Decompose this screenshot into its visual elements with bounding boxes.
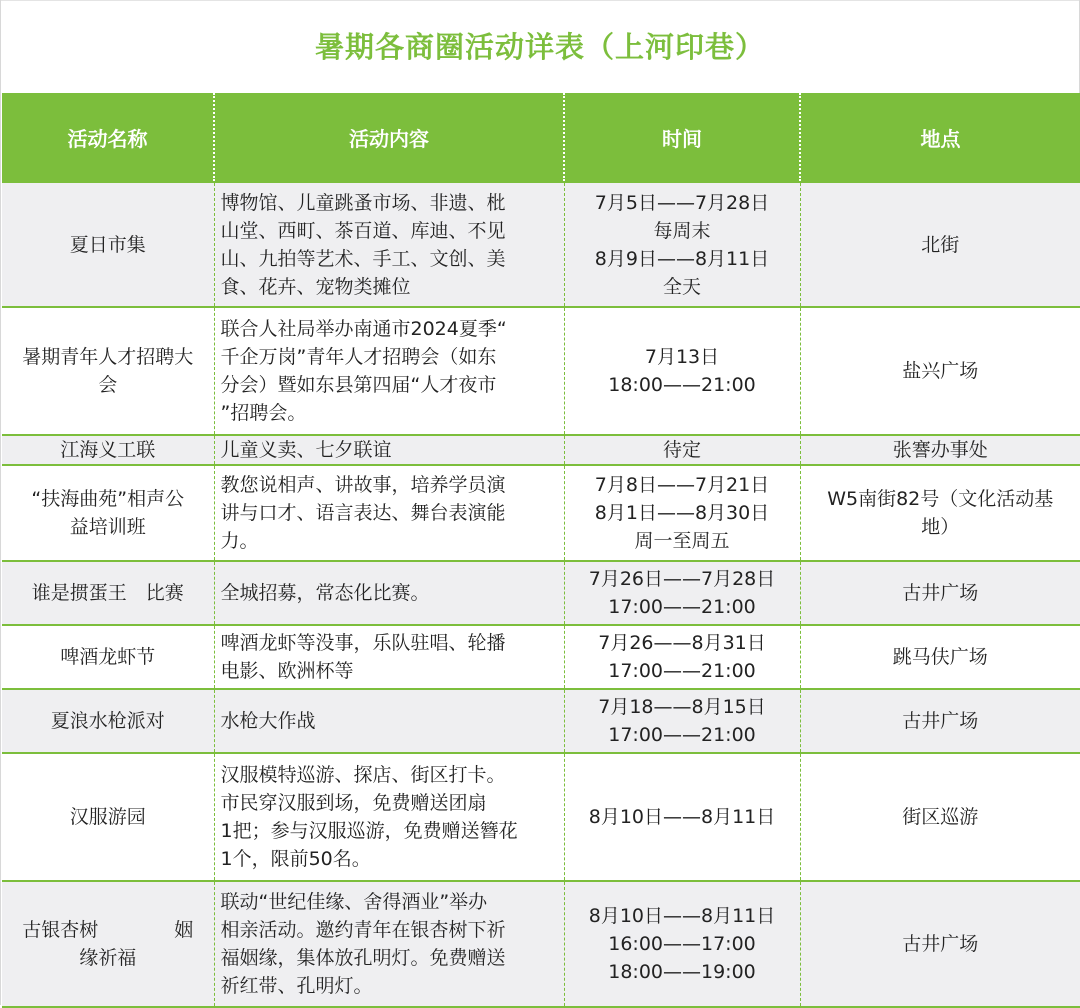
- cell-time: [564, 753, 800, 881]
- cell-activity-name-line: 江海义工联: [60, 439, 156, 461]
- cell-time-line: 18:00——21:00: [608, 374, 756, 396]
- cell-activity-content-line: 山、九拍等艺术、手工、文创、美: [220, 247, 506, 270]
- cell-activity-name: [2, 435, 214, 465]
- cell-activity-name: [2, 307, 214, 435]
- cell-location: [800, 753, 1080, 881]
- cell-time: [564, 182, 800, 307]
- cell-time: [564, 561, 800, 625]
- cell-activity-name: [2, 561, 214, 625]
- cell-location-line: 张謇办事处: [892, 439, 988, 461]
- cell-activity-content-line: 力。: [220, 530, 259, 552]
- cell-activity-content-line: 儿童义卖、七夕联谊: [220, 439, 392, 461]
- table-body: [2, 182, 1080, 1007]
- cell-activity-content: [214, 689, 564, 753]
- cell-activity-name-line: “扶海曲苑”相声公: [31, 488, 185, 510]
- cell-activity-name-line: 古银杏树 姻: [22, 919, 194, 941]
- cell-time-line: 17:00——21:00: [608, 596, 756, 618]
- header-location: 地点: [800, 93, 1080, 182]
- cell-activity-content-line: 千企万岗”青年人才招聘会（如东: [220, 346, 497, 368]
- cell-location: [800, 465, 1080, 561]
- cell-time-line: 周一至周五: [634, 530, 730, 552]
- cell-activity-content-line: 市民穿汉服到场，免费赠送团扇: [220, 792, 487, 814]
- cell-time-line: 7月26日——7月28日: [588, 568, 776, 590]
- cell-activity-content-line: 博物馆、儿童跳蚤市场、非遗、枇: [220, 191, 506, 214]
- cell-activity-content: [214, 435, 564, 465]
- cell-location: [800, 435, 1080, 465]
- cell-time-line: 7月5日——7月28日: [594, 191, 770, 214]
- cell-activity-name-line: 益培训班: [69, 516, 146, 538]
- cell-time-line: 待定: [662, 439, 701, 461]
- cell-activity-name: [2, 465, 214, 561]
- cell-activity-content: [214, 625, 564, 689]
- cell-activity-content: [214, 881, 564, 1007]
- table-row: [2, 465, 1080, 561]
- cell-location-line: 盐兴广场: [902, 360, 979, 382]
- cell-activity-content-line: 1把；参与汉服巡游，免费赠送簪花: [220, 820, 518, 842]
- table-row: [2, 753, 1080, 881]
- cell-activity-name-line: 谁是掼蛋王 比赛: [31, 582, 184, 604]
- cell-activity-content-line: 食、花卉、宠物类摊位: [220, 275, 411, 298]
- cell-location: [800, 881, 1080, 1007]
- cell-location: [800, 625, 1080, 689]
- cell-activity-content-line: 1个，限前50名。: [220, 848, 371, 870]
- cell-activity-content-line: 联动“世纪佳缘、舍得酒业”举办: [220, 891, 488, 913]
- cell-location: [800, 182, 1080, 307]
- cell-location-line: 古井广场: [902, 710, 979, 732]
- cell-activity-content: [214, 307, 564, 435]
- cell-time: [564, 881, 800, 1007]
- cell-activity-content-line: 啤酒龙虾等没事，乐队驻唱、轮播: [220, 632, 506, 654]
- cell-time-line: 7月8日——7月21日: [594, 474, 770, 496]
- cell-time: [564, 465, 800, 561]
- cell-location: [800, 307, 1080, 435]
- cell-time-line: 18:00——19:00: [608, 961, 756, 983]
- header-activity-content: 活动内容: [214, 93, 564, 182]
- cell-activity-name-line: 缘祈福: [79, 947, 137, 969]
- cell-time-line: 7月13日: [644, 346, 720, 368]
- cell-activity-content-line: 水枪大作战: [220, 710, 316, 732]
- cell-location-line: 北街: [921, 233, 960, 256]
- cell-location-line: 古井广场: [902, 582, 979, 604]
- cell-activity-content-line: 分会）暨如东县第四届“人才夜市: [220, 374, 497, 396]
- cell-activity-name-line: 暑期青年人才招聘大: [22, 346, 194, 368]
- cell-time-line: 8月1日——8月30日: [594, 502, 770, 524]
- table-row: [2, 881, 1080, 1007]
- cell-activity-content: [214, 465, 564, 561]
- cell-activity-content: [214, 561, 564, 625]
- cell-activity-name-line: 汉服游园: [69, 806, 146, 828]
- cell-time-line: 16:00——17:00: [608, 933, 756, 955]
- cell-time-line: 8月9日——8月11日: [594, 247, 770, 270]
- cell-activity-content-line: 福姻缘，集体放孔明灯。免费赠送: [220, 947, 506, 969]
- table-row: [2, 182, 1080, 307]
- cell-activity-content-line: 教您说相声、讲故事，培养学员演: [220, 474, 506, 496]
- cell-time-line: 7月26——8月31日: [598, 632, 766, 654]
- table-row: [2, 625, 1080, 689]
- cell-time-line: 17:00——21:00: [608, 724, 756, 746]
- cell-activity-content-line: 相亲活动。邀约青年在银杏树下祈: [220, 919, 506, 941]
- header-activity-name: 活动名称: [2, 93, 214, 182]
- cell-time-line: 8月10日——8月11日: [588, 905, 776, 927]
- table-row: [2, 435, 1080, 465]
- cell-activity-name: [2, 689, 214, 753]
- cell-activity-content-line: 联合人社局举办南通市2024夏季“: [220, 318, 507, 340]
- cell-activity-content-line: 山堂、西町、茶百道、库迪、不见: [220, 219, 506, 242]
- cell-activity-name: [2, 753, 214, 881]
- cell-time-line: 每周末: [653, 219, 711, 242]
- cell-activity-name: [2, 881, 214, 1007]
- cell-activity-name-line: 啤酒龙虾节: [60, 646, 156, 668]
- cell-time-line: 8月10日——8月11日: [588, 806, 776, 828]
- table-row: [2, 307, 1080, 435]
- cell-time: [564, 625, 800, 689]
- table-row: [2, 689, 1080, 753]
- cell-activity-name-line: 夏日市集: [69, 233, 146, 256]
- cell-time-line: 7月18——8月15日: [598, 696, 766, 718]
- cell-activity-content-line: 全城招募，常态化比赛。: [220, 582, 430, 604]
- cell-activity-content-line: 祈红带、孔明灯。: [220, 975, 373, 997]
- cell-activity-name: [2, 625, 214, 689]
- cell-activity-name-line: 会: [98, 374, 118, 396]
- cell-activity-content: [214, 182, 564, 307]
- cell-time-line: 17:00——21:00: [608, 660, 756, 682]
- cell-location-line: 跳马伕广场: [892, 646, 988, 668]
- cell-location-line: 地）: [921, 516, 960, 538]
- cell-location: [800, 561, 1080, 625]
- cell-time-line: 全天: [662, 275, 701, 298]
- cell-location: [800, 689, 1080, 753]
- cell-activity-content-line: ”招聘会。: [220, 402, 307, 424]
- cell-location-line: 街区巡游: [902, 806, 979, 828]
- cell-activity-name-line: 夏浪水枪派对: [50, 710, 165, 732]
- cell-activity-content: [214, 753, 564, 881]
- cell-activity-content-line: 讲与口才、语言表达、舞台表演能: [220, 502, 506, 524]
- cell-location-line: 古井广场: [902, 933, 979, 955]
- cell-activity-name: [2, 182, 214, 307]
- cell-activity-content-line: 汉服模特巡游、探店、街区打卡。: [220, 764, 506, 786]
- table-header-row: [2, 93, 1080, 182]
- cell-activity-content-line: 电影、欧洲杯等: [220, 660, 354, 682]
- cell-time: [564, 435, 800, 465]
- activity-table: [2, 93, 1080, 1008]
- cell-location-line: W5南街82号（文化活动基: [827, 488, 1054, 510]
- table-row: [2, 561, 1080, 625]
- header-time: 时间: [564, 93, 800, 182]
- cell-time: [564, 689, 800, 753]
- page-title: 暑期各商圈活动详表（上河印巷）: [1, 0, 1079, 94]
- cell-time: [564, 307, 800, 435]
